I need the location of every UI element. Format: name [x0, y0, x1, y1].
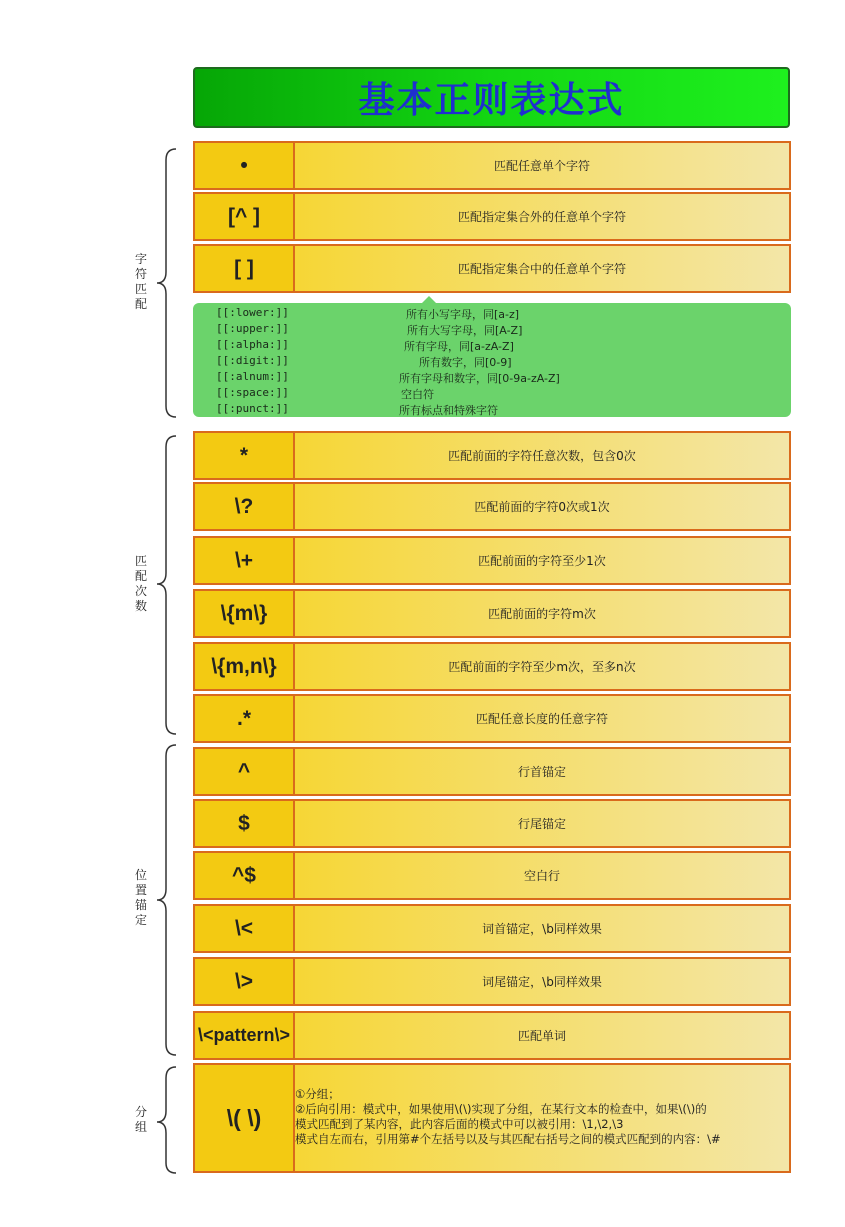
group-label-position-anchor: 位 置 锚 定 — [134, 868, 147, 927]
brace-grouping — [157, 1067, 176, 1173]
row-symbol: .* — [195, 696, 295, 741]
row-symbol: * — [195, 433, 295, 478]
char-class-name: [[:punct:]] — [216, 402, 289, 415]
group-label-char-match: 字 符 匹 配 — [134, 252, 147, 311]
table-row — [193, 589, 791, 638]
row-desc: 词尾锚定，\b同样效果 — [482, 975, 602, 989]
row-symbol: • — [195, 143, 295, 188]
table-row — [193, 482, 791, 531]
page-title: 基本正则表达式 — [193, 67, 790, 128]
row-symbol: \{m,n\} — [195, 644, 295, 689]
char-class-name: [[:lower:]] — [216, 306, 289, 319]
table-row — [193, 694, 791, 743]
char-class-desc: 所有标点和特殊字符 — [399, 404, 498, 417]
row-desc: 匹配前面的字符0次或1次 — [474, 500, 610, 514]
row-desc: 匹配前面的字符至少m次，至多n次 — [448, 660, 636, 674]
table-row — [193, 642, 791, 691]
row-symbol: \> — [195, 959, 295, 1004]
row-desc: 匹配前面的字符任意次数，包含0次 — [448, 449, 636, 463]
char-class-name: [[:upper:]] — [216, 322, 289, 335]
row-desc: 匹配前面的字符m次 — [488, 607, 596, 621]
table-row — [193, 851, 791, 900]
row-symbol: \? — [195, 484, 295, 529]
table-row — [193, 244, 791, 293]
row-symbol: $ — [195, 801, 295, 846]
char-class-name: [[:alnum:]] — [216, 370, 289, 383]
row-symbol: \<pattern\> — [195, 1013, 295, 1058]
row-symbol: \< — [195, 906, 295, 951]
brace-position-anchor — [157, 745, 176, 1055]
row-desc: 匹配单词 — [517, 1029, 566, 1043]
row-desc: 匹配指定集合中的任意单个字符 — [457, 262, 626, 276]
group-label-grouping: 分 组 — [134, 1105, 147, 1134]
grouping-desc-line: 模式自左而右，引用第#个左括号以及与其匹配右括号之间的模式匹配到的内容：\# — [295, 1132, 721, 1146]
table-row — [193, 747, 791, 796]
table-row — [193, 799, 791, 848]
row-symbol: \{m\} — [195, 591, 295, 636]
table-row — [193, 536, 791, 585]
brace-char-match — [157, 149, 176, 417]
table-row — [193, 904, 791, 953]
row-desc: 匹配任意单个字符 — [493, 159, 590, 173]
table-row — [193, 1063, 791, 1173]
row-desc: 行首锚定 — [517, 765, 566, 779]
table-row — [193, 431, 791, 480]
char-class-desc: 所有数字，同[0-9] — [419, 356, 512, 369]
char-class-desc: 空白符 — [401, 388, 434, 401]
row-symbol: \( \) — [195, 1065, 295, 1171]
char-class-name: [[:digit:]] — [216, 354, 289, 367]
row-symbol: [ ] — [195, 246, 295, 291]
callout-pointer — [422, 296, 436, 303]
row-desc: 空白行 — [523, 869, 560, 883]
char-class-name: [[:space:]] — [216, 386, 289, 399]
char-class-desc: 所有字母，同[a-zA-Z] — [404, 340, 514, 353]
brace-count-match — [157, 436, 176, 734]
row-desc: 词首锚定，\b同样效果 — [482, 922, 602, 936]
row-desc: 行尾锚定 — [517, 817, 566, 831]
group-label-count-match: 匹 配 次 数 — [134, 554, 147, 613]
grouping-desc — [295, 1065, 789, 1171]
char-class-desc: 所有大写字母，同[A-Z] — [407, 324, 523, 337]
char-class-desc: 所有字母和数字，同[0-9a-zA-Z] — [399, 372, 560, 385]
table-row — [193, 192, 791, 241]
row-symbol: ^$ — [195, 853, 295, 898]
row-symbol: [^ ] — [195, 194, 295, 239]
char-class-callout — [193, 303, 791, 417]
row-desc: 匹配指定集合外的任意单个字符 — [457, 210, 626, 224]
row-symbol: ^ — [195, 749, 295, 794]
table-row — [193, 141, 791, 190]
table-row — [193, 957, 791, 1006]
row-desc: 匹配前面的字符至少1次 — [478, 554, 606, 568]
grouping-desc-line: ②后向引用：模式中，如果使用\(\)实现了分组，在某行文本的检查中，如果\(\)的 — [295, 1102, 707, 1116]
char-class-desc: 所有小写字母，同[a-z] — [406, 308, 520, 321]
grouping-desc-line: 模式匹配到了某内容，此内容后面的模式中可以被引用：\1,\2,\3 — [295, 1117, 624, 1131]
table-row — [193, 1011, 791, 1060]
char-class-name: [[:alpha:]] — [216, 338, 289, 351]
row-desc: 匹配任意长度的任意字符 — [475, 712, 608, 726]
grouping-desc-line: ①分组； — [295, 1087, 340, 1101]
row-symbol: \+ — [195, 538, 295, 583]
